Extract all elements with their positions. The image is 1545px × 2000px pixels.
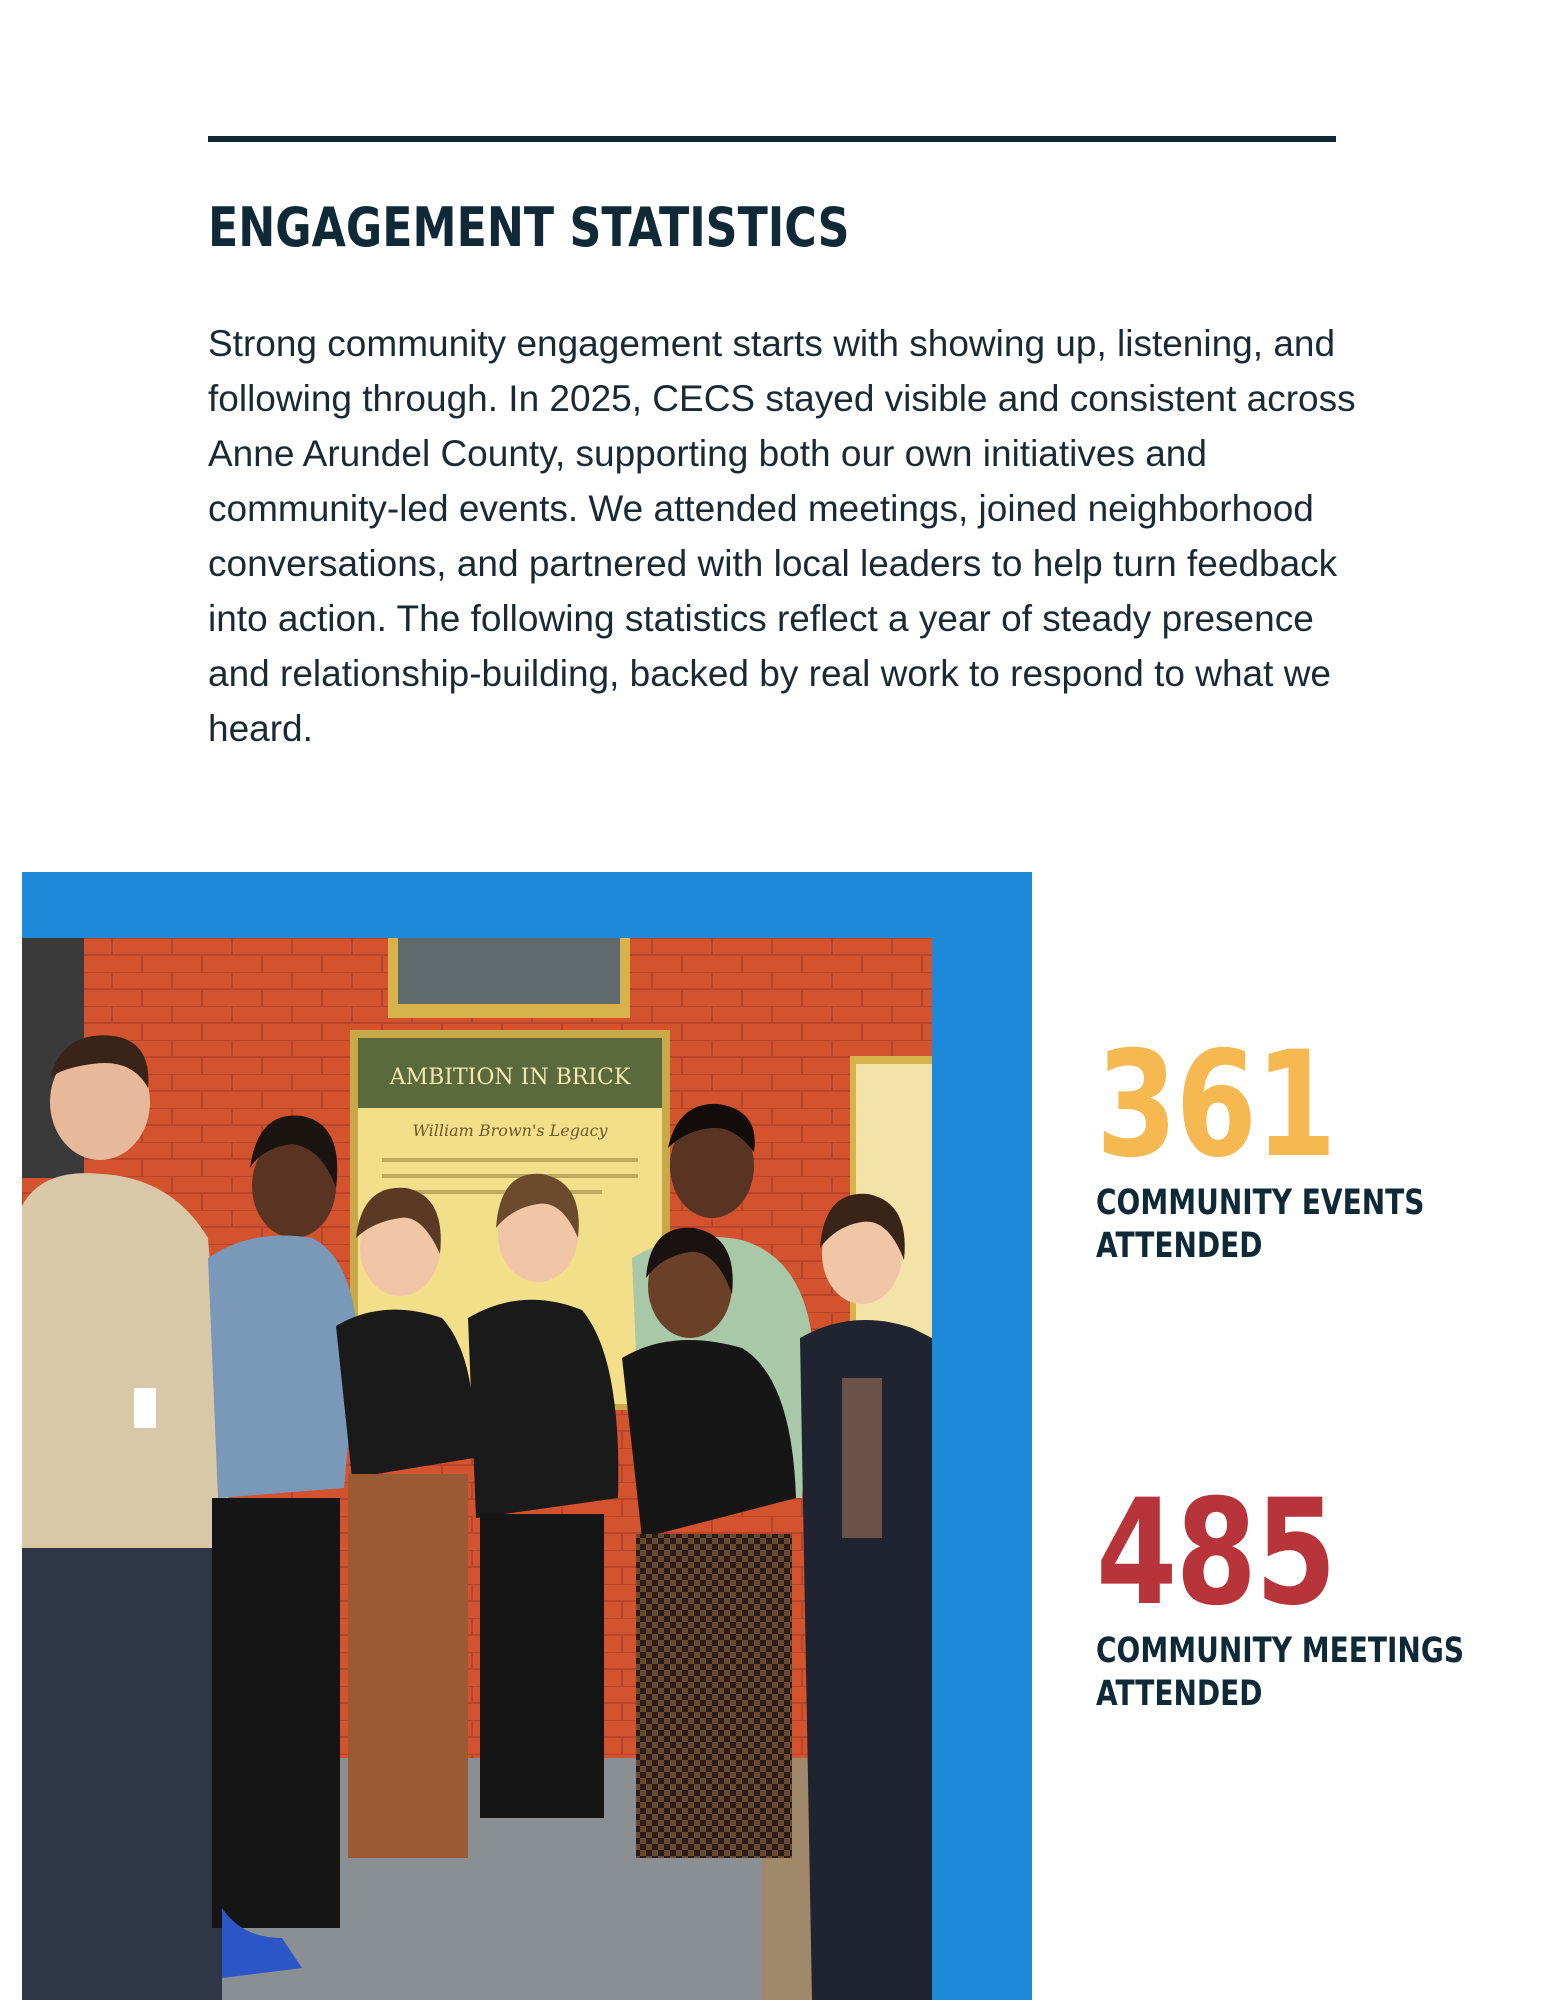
team-photo (22, 938, 932, 2000)
sign-subtitle: William Brown's Legacy (412, 1121, 608, 1140)
sign-title: AMBITION IN BRICK (389, 1065, 631, 1090)
stat-label-meetings: COMMUNITY MEETINGS ATTENDED (1096, 1631, 1465, 1714)
intro-paragraph: Strong community engagement starts with showing up, listening, and following through. In 2025, CECS stayed visible and consistent across Anne Arundel County, supporting both our own initiatives and community-led events. We attended meetings, joined neighborhood conversations, and partnered with local leaders to help turn feedback into action. The following statistics reflect a year of steady presence and relationship-building, backed by real work to respond to what we heard. (208, 323, 1356, 749)
stat-value-events: 361 (1096, 1020, 1336, 1190)
section-title: ENGAGEMENT STATISTICS (208, 196, 850, 259)
stat-value-meetings: 485 (1096, 1468, 1336, 1638)
top-rule (208, 136, 1336, 142)
stat-label-events: COMMUNITY EVENTS ATTENDED (1096, 1183, 1425, 1266)
